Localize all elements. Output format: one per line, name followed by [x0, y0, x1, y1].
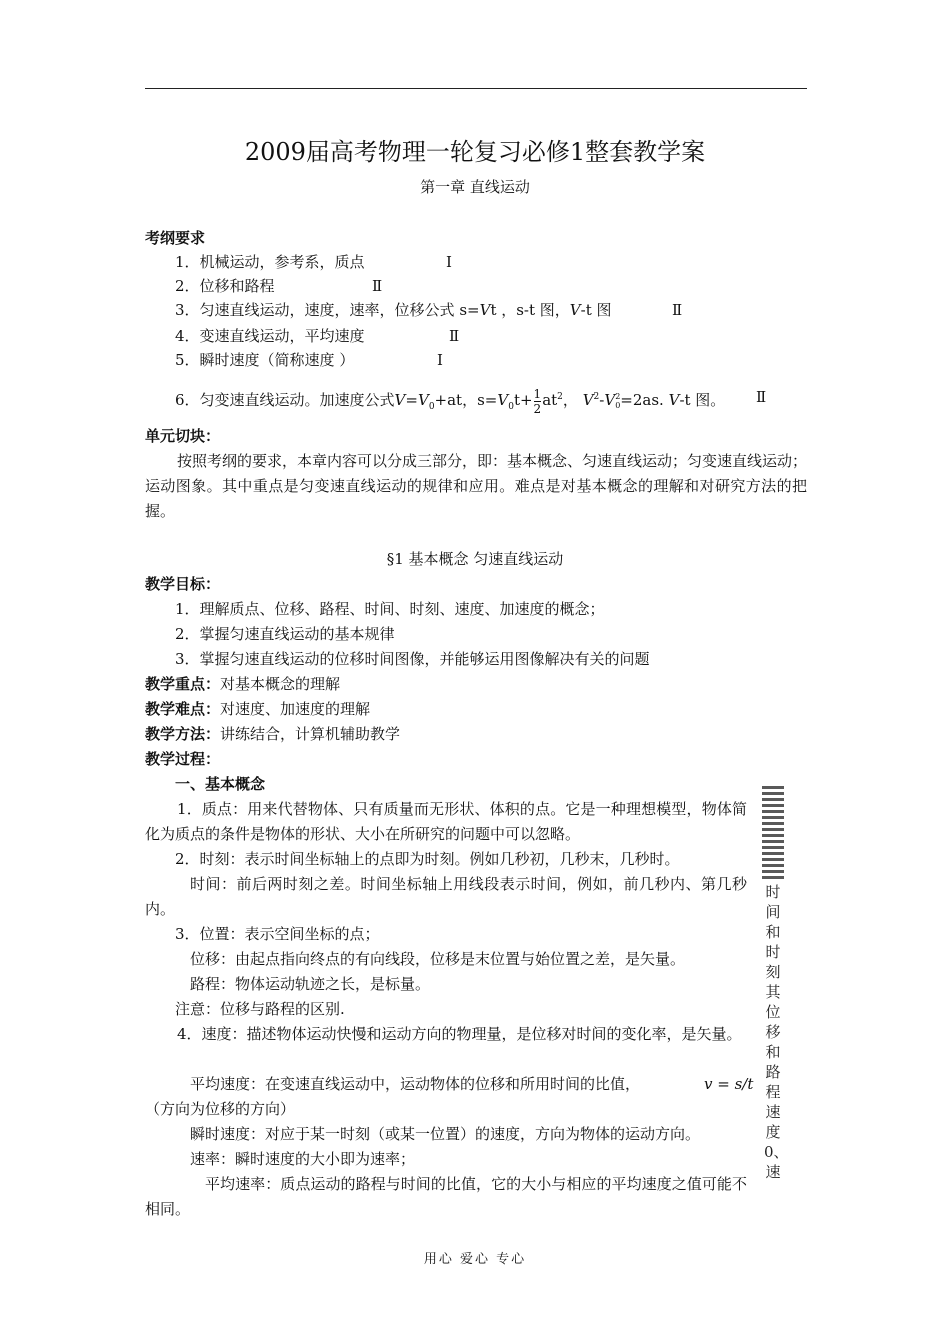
concept-velocity: 4．速度：描述物体运动快慢和运动方向的物理量，是位移对时间的变化率，是矢量。 [177, 1025, 742, 1043]
syllabus-level-4: Ⅱ [449, 327, 460, 345]
equation-part: =2as. [620, 391, 669, 409]
syllabus-level-3: Ⅱ [672, 301, 683, 319]
concept-instant-velocity: 瞬时速度：对应于某一时刻（或某一位置）的速度，方向为物体的运动方向。 [190, 1125, 701, 1143]
subscript: 0 [428, 402, 435, 412]
difficulty [145, 697, 370, 721]
velocity-symbol: V [582, 391, 594, 409]
syllabus-item-5 [175, 348, 354, 372]
subscript: 0 [508, 402, 514, 412]
syllabus-item-text: 5．瞬时速度（简称速度 ） [175, 351, 355, 369]
equation-part: +at，s= [434, 391, 498, 409]
process-heading: 教学过程： [145, 750, 221, 768]
velocity-symbol: V [497, 391, 509, 409]
equation-part: at [542, 391, 558, 409]
goals-heading: 教学目标： [145, 575, 221, 593]
syllabus-item-text: 4．变速直线运动，平均速度 [175, 327, 365, 345]
method-label: 教学方法： [145, 725, 221, 743]
velocity-symbol: V [569, 301, 581, 319]
syllabus-item-text: t ，s-t 图， [490, 301, 570, 319]
average-velocity-text: 平均速度：在变速直线运动中，运动物体的位移和所用时间的比值， [190, 1075, 641, 1093]
equation-part: t+ [513, 391, 533, 409]
superscript: 2 [615, 392, 621, 401]
method [145, 722, 400, 746]
unit-paragraph: 按照考纲的要求，本章内容可以分成三部分，即：基本概念、匀速直线运动；匀变速直线运动；运动图象。其中重点是匀变速直线运动的规律和应用。难点是对基本概念的理解和对研究方法的把握。 [145, 452, 808, 520]
syllabus-level-2: Ⅱ [372, 277, 383, 295]
concept-speed: 速率：瞬时速度的大小即为速率； [190, 1150, 416, 1168]
superscript: 2 [593, 392, 600, 402]
equation-part: ， [562, 391, 578, 409]
velocity-symbol: V [479, 301, 491, 319]
concept-point-mass: 1．质点：用来代替物体、只有质量而无形状、体积的点。它是一种理想模型，物体简化为质点的条件是物体的形状、大小在所研究的问题中可以忽略。 [145, 800, 747, 843]
syllabus-item-2 [175, 274, 275, 298]
concept-path: 路程：物体运动轨迹之长，是标量。 [190, 975, 431, 993]
concept-average-speed: 平均速率：质点运动的路程与时间的比值，它的大小与相应的平均速度之值可能不相同。 [145, 1175, 747, 1218]
sidebar-vertical-text: 时间和时刻其位移和路程速度0、速 [764, 883, 789, 1181]
syllabus-item-1 [175, 250, 365, 274]
syllabus-level-5: Ⅰ [437, 351, 443, 369]
key-point [145, 672, 340, 696]
key-label: 教学重点： [145, 675, 221, 693]
basic-concepts-heading: 一、基本概念 [175, 775, 266, 793]
unit-heading: 单元切块： [145, 427, 221, 445]
concept-moment: 2．时刻：表示时间坐标轴上的点即为时刻。例如几秒初，几秒末，几秒时。 [175, 850, 680, 868]
concept-displacement: 位移：由起点指向终点的有向线段，位移是末位置与始位置之差，是矢量。 [190, 950, 686, 968]
fraction-denominator: 2 [533, 401, 542, 416]
syllabus-level-6: Ⅱ [756, 388, 767, 406]
syllabus-item-6 [175, 382, 725, 422]
equation-part: - [599, 391, 605, 409]
page-footer: 用心 爱心 专心 [423, 1252, 527, 1267]
velocity-symbol: V [394, 391, 406, 409]
header-rule [145, 88, 807, 89]
goal-item: 1．理解质点、位移、路程、时间、时刻、速度、加速度的概念； [175, 600, 605, 618]
chapter-title: 第一章 直线运动 [420, 178, 530, 196]
velocity-symbol: V [668, 391, 680, 409]
document-title: 2009届高考物理一轮复习必修1整套教学案 [244, 138, 706, 166]
superscript: 2 [557, 392, 563, 402]
subscript: 0 [615, 401, 621, 410]
syllabus-level-1: Ⅰ [446, 253, 452, 271]
syllabus-item-3 [175, 298, 612, 322]
average-velocity-formula: v = s/t [704, 1075, 754, 1093]
equation-part: -t 图。 [679, 391, 726, 409]
syllabus-item-text: 2．位移和路程 [175, 277, 275, 295]
velocity-symbol: V [417, 391, 429, 409]
key-text: 对基本概念的理解 [220, 675, 341, 693]
syllabus-item-4 [175, 324, 365, 348]
method-text: 讲练结合，计算机辅助教学 [220, 725, 401, 743]
section-title: §1 基本概念 匀速直线运动 [386, 550, 564, 568]
concept-average-velocity [190, 1072, 640, 1096]
equation-part: = [405, 391, 418, 409]
difficulty-text: 对速度、加速度的理解 [220, 700, 371, 718]
syllabus-item-text: 3．匀速直线运动，速度，速率，位移公式 s= [175, 301, 480, 319]
concept-position: 3．位置：表示空间坐标的点； [175, 925, 380, 943]
velocity-symbol: V [604, 391, 616, 409]
overlapping-text-block [762, 786, 784, 882]
difficulty-label: 教学难点： [145, 700, 221, 718]
syllabus-item-text: 1．机械运动，参考系，质点 [175, 253, 365, 271]
goal-item: 3．掌握匀速直线运动的位移时间图像，并能够运用图像解决有关的问题 [175, 650, 650, 668]
syllabus-item-text: 6．匀变速直线运动。加速度公式 [175, 391, 395, 409]
syllabus-item-text: -t 图 [580, 301, 612, 319]
average-velocity-direction: （方向为位移的方向） [145, 1100, 296, 1118]
concept-time: 时间：前后两时刻之差。时间坐标轴上用线段表示时间，例如，前几秒内、第几秒内。 [145, 875, 747, 918]
goal-item: 2．掌握匀速直线运动的基本规律 [175, 625, 395, 643]
fraction-one-half [534, 387, 542, 416]
syllabus-heading: 考纲要求 [145, 229, 206, 247]
concept-note: 注意：位移与路程的区别. [175, 1000, 345, 1018]
fraction-numerator: 1 [533, 386, 542, 401]
